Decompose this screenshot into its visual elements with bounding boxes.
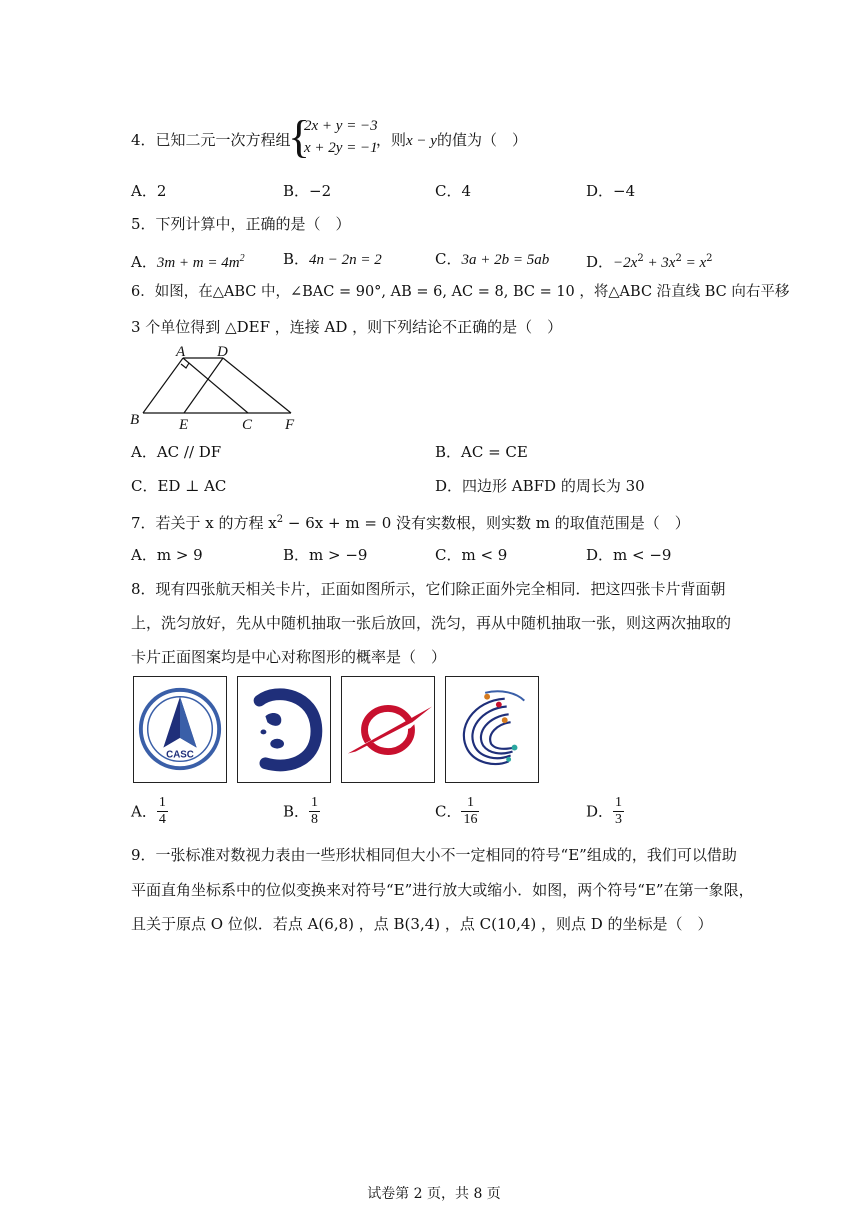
q5-stem: 5．下列计算中，正确的是（ ）	[131, 215, 351, 233]
q5-option-d-b: + 3x	[643, 255, 676, 271]
q5-option-d-a: −2x	[613, 255, 638, 271]
q4-option-c: C．4	[435, 182, 472, 200]
q7-stem-sq: 2	[276, 514, 284, 525]
q7-option-c: C．m < 9	[435, 546, 508, 564]
q6-label-d: D	[217, 344, 228, 360]
q8-line1: 8．现有四张航天相关卡片，正面如图所示，它们除正面外完全相同．把这四张卡片背面朝	[131, 580, 726, 598]
q9-line1: 9．一张标准对数视力表由一些形状相同但大小不一定相同的符号“E”组成的，我们可以借助	[131, 846, 737, 864]
q9-line3: 且关于原点 O 位似．若点 A(6,8) ，点 B(3,4) ，点 C(10,4) ，则点 D 的坐标是（ ）	[131, 915, 713, 933]
q8-option-c-num: 1	[461, 795, 479, 812]
q4-option-b: B．−2	[283, 182, 332, 200]
q8-option-a	[131, 795, 168, 828]
q5-option-d-sq1: 2	[637, 253, 644, 264]
q5-option-c-label: C．	[435, 250, 462, 268]
q6-line2: 3 个单位得到 △DEF ，连接 AD ，则下列结论不正确的是（ ）	[131, 318, 563, 336]
q8-option-a-label: A．	[131, 802, 157, 821]
page-footer: 试卷第 2 页，共 8 页	[367, 1186, 501, 1202]
q8-option-a-fraction	[157, 795, 168, 828]
q6-label-c: C	[242, 417, 253, 433]
q8-option-b-num: 1	[311, 795, 319, 810]
q8-option-b-label: B．	[283, 802, 310, 821]
q4-option-d: D．−4	[586, 182, 636, 200]
brush-logo-icon	[238, 677, 330, 782]
q6-label-a: A	[176, 344, 186, 360]
casc-logo-text: CASC	[166, 749, 194, 761]
q8-option-d-num: 1	[615, 795, 623, 810]
q8-option-c-label: C．	[435, 802, 462, 821]
q5-option-b-label: B．	[283, 250, 310, 268]
red-orbit-logo-icon	[342, 677, 434, 782]
q8-option-b-fraction	[309, 795, 320, 828]
q4-stem-tail	[376, 130, 527, 151]
q5-option-a-sq: 2	[239, 253, 245, 264]
q6-label-f: F	[285, 417, 295, 433]
q4-stem-b: ，则	[376, 131, 407, 149]
q6-figure	[128, 342, 308, 434]
q5-option-d-sq3: 2	[706, 253, 713, 264]
q4-brace: {	[288, 111, 311, 162]
q4-option-a: A．2	[131, 182, 167, 200]
q6-line-de	[184, 358, 223, 413]
q8-option-b-den: 8	[311, 812, 319, 827]
q8-line2: 上，洗匀放好，先从中随机抽取一张后放回，洗匀，再从中随机抽取一张，则这两次抽取的	[131, 614, 732, 632]
q7-stem-a: 7．若关于 x 的方程 x	[131, 514, 277, 532]
q8-option-c-fraction	[461, 795, 479, 828]
q8-option-d	[586, 795, 624, 828]
q8-option-c-den: 16	[463, 812, 478, 827]
q6-line-ba	[143, 358, 183, 413]
q5-option-a-label: A．	[131, 253, 157, 271]
q8-option-d-label: D．	[586, 802, 614, 821]
q9-line2: 平面直角坐标系中的位似变换来对符号“E”进行放大或缩小．如图，两个符号“E”在第一象限，	[131, 881, 754, 899]
q5-option-b-expr: 4n − 2n = 2	[309, 252, 382, 268]
q4-stem-c: 的值为（ ）	[436, 131, 527, 149]
q6-line1: 6．如图，在△ABC 中，∠BAC = 90°, AB = 6, AC = 8, BC = 10 ，将△ABC 沿直线 BC 向右平移	[131, 284, 790, 300]
card-brush-logo	[237, 676, 331, 783]
arcs-logo-icon	[446, 677, 538, 782]
casc-logo-icon	[134, 677, 226, 782]
q6-right-angle-mark	[181, 363, 189, 368]
q8-option-d-fraction	[613, 795, 624, 828]
q7-option-b: B．m > −9	[283, 546, 368, 564]
q5-option-d-c: = x	[681, 255, 707, 271]
q5-option-b	[283, 249, 382, 270]
card-casc-logo	[133, 676, 227, 783]
q5-option-c	[435, 249, 549, 270]
q4-expr: x − y	[406, 133, 437, 149]
q8-option-a-num: 1	[158, 795, 166, 810]
q7-stem-b: − 6x + m = 0 没有实数根，则实数 m 的取值范围是（ ）	[283, 514, 690, 532]
q7-option-a: A．m > 9	[131, 546, 203, 564]
q5-option-d-sq2: 2	[675, 253, 682, 264]
q6-line-df	[223, 358, 291, 413]
q6-option-c: C．ED ⊥ AC	[131, 477, 227, 495]
q4-eq1: 2x + y = −3	[304, 118, 378, 134]
q8-option-b	[283, 795, 320, 828]
q8-option-d-den: 3	[615, 812, 623, 827]
q8-option-a-den: 4	[158, 812, 166, 827]
q7-option-d: D．m < −9	[586, 546, 672, 564]
q4-eq2: x + 2y = −1	[304, 140, 378, 156]
q6-option-a: A．AC // DF	[131, 443, 222, 461]
q5-option-d	[586, 249, 713, 273]
q7-stem	[131, 510, 690, 533]
q4-stem-a: 4．已知二元一次方程组	[131, 131, 291, 149]
q5-option-a	[131, 249, 245, 273]
q6-label-b: B	[130, 412, 140, 428]
q5-option-d-label: D．	[586, 253, 614, 271]
q8-line3: 卡片正面图案均是中心对称图形的概率是（ ）	[131, 648, 447, 666]
q6-option-d: D．四边形 ABFD 的周长为 30	[435, 477, 645, 495]
q6-line-ac	[183, 358, 248, 413]
q5-option-a-expr: 3m + m = 4m	[156, 255, 240, 271]
q6-option-b: B．AC = CE	[435, 443, 528, 461]
card-red-logo	[341, 676, 435, 783]
q6-label-e: E	[179, 417, 189, 433]
q4-stem	[131, 130, 291, 150]
q8-option-c	[435, 795, 479, 828]
card-arcs-logo	[445, 676, 539, 783]
q5-option-c-expr: 3a + 2b = 5ab	[461, 252, 550, 268]
